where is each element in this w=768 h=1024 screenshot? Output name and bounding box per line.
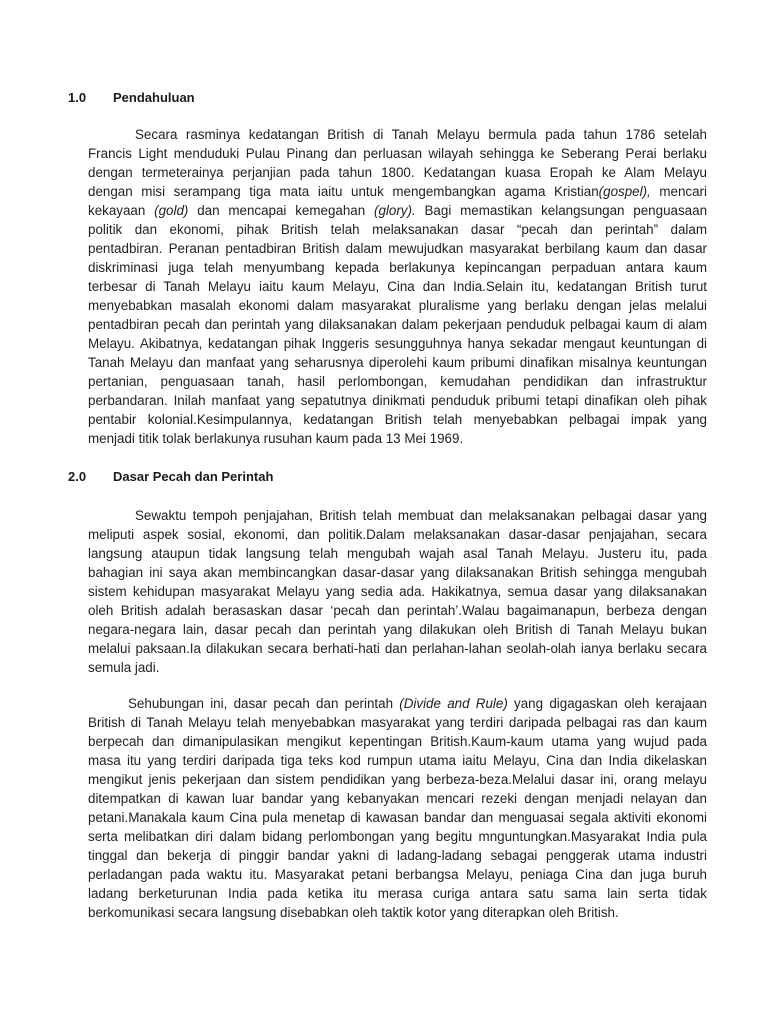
text-segment: menjadi titik tolak berlakunya rusuhan kaum pada 13 Mei 1969. (88, 431, 464, 446)
paragraph (88, 506, 707, 677)
text-segment: kekayaan (88, 203, 155, 218)
text-segment: mencari (650, 184, 707, 199)
text-segment: petani.Manakala kaum Cina pula menetap di kawasan bandar dan menguasai segala aktiviti ekonomi (88, 810, 707, 825)
text-line (88, 544, 707, 563)
text-line (88, 334, 707, 353)
text-segment: terbesar di Tanah Melayu iaitu kaum Melayu, Cina dan India.Selain itu, kedatangan British turut (88, 279, 707, 294)
text-line (88, 658, 707, 677)
text-segment: langsung ataupun tidak langsung telah mengubah wajah asal Tanah Melayu. Justeru itu, pada (88, 546, 707, 561)
text-line (88, 144, 707, 163)
text-line (88, 391, 707, 410)
text-line (88, 713, 707, 732)
text-line (88, 884, 707, 903)
italic-text: (glory). (374, 203, 416, 218)
text-segment: meliputi aspek sosial, ekonomi, dan politik.Dalam melaksanakan dasar-dasar penjajahan, secara (88, 527, 707, 542)
text-segment: diskriminasi juga telah menyumbang kepada berlakunya kepincangan perpaduan antara kaum (88, 260, 707, 275)
text-line (88, 620, 707, 639)
text-segment: semula jadi. (88, 660, 160, 675)
paragraph (88, 125, 707, 448)
paragraph (88, 694, 707, 922)
text-line (88, 182, 707, 201)
text-segment: berpecah dan dimanipulasikan mengikut kepentingan British.Kaum-kaum utama yang wujud pada (88, 734, 707, 749)
text-line (88, 694, 707, 713)
text-line (88, 239, 707, 258)
section-heading (68, 90, 195, 105)
text-segment: menyebabkan masalah ekonomi dalam masyarakat pluralisme yang berlaku dengan jelas melalui (88, 298, 707, 313)
text-line (88, 315, 707, 334)
text-segment: British di Tanah Melayu telah menyebabkan masyarakat yang terdiri daripada pelbagai ras dan kaum (88, 715, 707, 730)
text-line (88, 429, 707, 448)
text-segment: Francis Light menduduki Pulau Pinang dan perluasan wilayah sehingga ke Seberang Perai berlaku (88, 146, 707, 161)
text-segment: oleh British adalah berasaskan dasar ‘pecah dan perintah’.Walau bagaimanapun, berbeza dengan (88, 603, 707, 618)
text-line (88, 277, 707, 296)
text-segment: Melayu. Akibatnya, kedatangan pihak Inggeris sesungguhnya hanya sekadar mengaut keuntungan di (88, 336, 707, 351)
text-line (88, 296, 707, 315)
text-segment: politik dan ekonomi, pihak British telah melaksanakan dasar “pecah dan perintah” dalam (88, 222, 707, 237)
text-line (88, 410, 707, 429)
text-segment: Tanah Melayu dan manfaat yang seharusnya diperolehi kaum pribumi dinafikan misalnya keuntungan (88, 355, 707, 370)
text-line (88, 163, 707, 182)
text-segment: sistem kehidupan masyarakat Melayu yang sedia ada. Hakikatnya, semua dasar yang dilaksanakan (88, 584, 707, 599)
text-segment: pentadbiran pecah dan perintah yang dilaksanakan dalam pekerjaan penduduk pelbagai kaum di alam (88, 317, 707, 332)
text-segment: perbandaran. Inilah manfaat yang sepatutnya dinikmati penduduk pribumi tetapi dinafikan oleh pihak (88, 393, 707, 408)
text-line (88, 732, 707, 751)
italic-text: (gospel), (598, 184, 651, 199)
italic-text: (gold) (154, 203, 189, 218)
text-line (88, 846, 707, 865)
text-line (88, 582, 707, 601)
text-segment: pentabir kolonial.Kesimpulannya, kedatangan British telah menyebabkan pelbagai impak yang (88, 412, 707, 427)
section-number: 1.0 (68, 90, 87, 105)
text-segment: masa itu yang terdiri daripada tiga teks kod rumpun utama iaitu Melayu, Cina dan India dikelaskan (88, 753, 707, 768)
text-line (88, 201, 707, 220)
text-segment: berkomunikasi secara langsung disebabkan oleh taktik kotor yang diterapkan oleh British. (88, 905, 619, 920)
text-line (88, 601, 707, 620)
text-segment: ditempatkan di kawan luar bandar yang kebanyakan mencari rezeki dengan menjadi nelayan dan (88, 791, 707, 806)
text-line (88, 563, 707, 582)
text-segment: serta melibatkan diri dalam bidang perlombongan yang begitu mnguntungkan.Masyarakat India pula (88, 829, 707, 844)
section-title: Pendahuluan (113, 90, 195, 105)
text-segment: dengan misi serampang tiga mata iaitu untuk mengembangkan agama Kristian (88, 184, 599, 199)
text-line (88, 770, 707, 789)
text-line (88, 525, 707, 544)
section-title: Dasar Pecah dan Perintah (113, 469, 274, 484)
text-segment: dengan termeterainya perjanjian pada tahun 1800. Kedatangan kuasa Eropah ke Alam Melayu (88, 165, 707, 180)
text-line (88, 125, 707, 144)
text-line (88, 258, 707, 277)
section-heading (68, 469, 273, 484)
text-segment: bahagian ini saya akan membincangkan dasar-dasar yang dilaksanakan British sehingga mengubah (88, 565, 707, 580)
text-segment: Sewaktu tempoh penjajahan, British telah membuat dan melaksanakan pelbagai dasar yang (135, 508, 707, 523)
text-segment: pertanian, penguasaan tanah, hasil perlombongan, kemudahan pendidikan dan infrastruktur (88, 374, 707, 389)
text-line (88, 639, 707, 658)
text-segment: tinggal dan bekerja di pinggir bandar yakni di ladang-ladang sebagai penggerak utama industri (88, 848, 707, 863)
text-segment: melalui paksaan.Ia dilakukan secara berhati-hati dan perlahan-lahan seolah-olah ianya berlaku secara (88, 641, 707, 656)
text-line (88, 789, 707, 808)
text-line (88, 353, 707, 372)
text-segment: yang digagaskan oleh kerajaan (507, 696, 708, 711)
italic-text: (Divide and Rule) (399, 696, 508, 711)
text-segment: ladang berketurunan India pada ketika itu merasa curiga antara satu sama lain serta tidak (88, 886, 707, 901)
text-segment: Bagi memastikan kelangsungan penguasaan (415, 203, 708, 218)
text-segment: dan mencapai kemegahan (188, 203, 375, 218)
text-line (88, 220, 707, 239)
text-segment: negara-negara lain, dasar pecah dan perintah yang dilakukan oleh British di Tanah Melayu bukan (88, 622, 707, 637)
text-line (88, 808, 707, 827)
text-line (88, 827, 707, 846)
text-segment: mengikut jenis pekerjaan dan sistem pendidikan yang berbeza-beza.Melalui dasar ini, orang melayu (88, 772, 707, 787)
text-line (88, 372, 707, 391)
text-line (88, 506, 707, 525)
text-line (88, 751, 707, 770)
text-segment: Secara rasminya kedatangan British di Tanah Melayu bermula pada tahun 1786 setelah (135, 127, 707, 142)
text-line (88, 903, 707, 922)
text-segment: pentadbiran. Peranan pentadbiran British dalam mewujudkan masyarakat berbilang kaum dan dasar (88, 241, 707, 256)
section-number: 2.0 (68, 469, 87, 484)
text-line (88, 865, 707, 884)
text-segment: perladangan pada waktu itu. Masyarakat petani berbangsa Melayu, peniaga Cina dan juga buruh (88, 867, 707, 882)
text-segment: Sehubungan ini, dasar pecah dan perintah (128, 696, 400, 711)
